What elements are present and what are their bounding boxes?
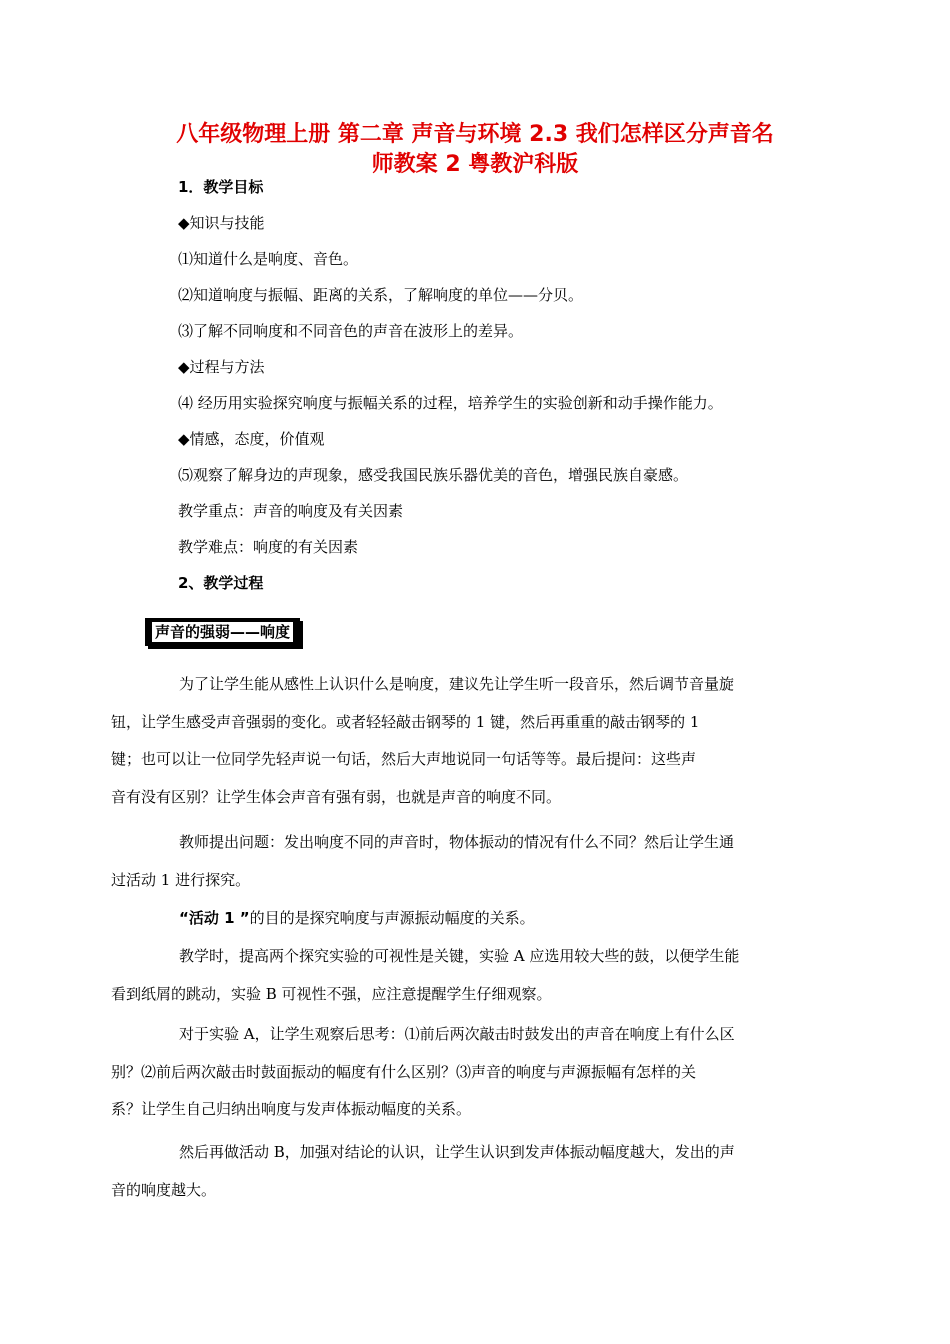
- paragraph-3-line: [145, 900, 806, 938]
- document-title-line-2: 师教案 2 粤教沪科版: [371, 152, 579, 177]
- paragraph-6-line: 音的响度越大。: [111, 1180, 217, 1199]
- paragraph-2-line: 过活动 1 进行探究。: [111, 870, 251, 889]
- paragraph-1-line: 键；也可以让一位同学先轻声说一句话，然后大声地说同一句话等等。最后提问：这些声: [111, 750, 697, 768]
- paragraph-5-line: 别？⑵前后两次敲击时鼓面振动的幅度有什么区别？⑶声音的响度与声源振幅有怎样的关: [111, 1062, 697, 1081]
- emotion-values-heading: ◆情感，态度，价值观: [178, 430, 325, 448]
- paragraph-1-line: 钮，让学生感受声音强弱的变化。或者轻轻敲击钢琴的 1 键，然后再重重的敲击钢琴的 1: [111, 712, 700, 731]
- objectives-heading: 1．教学目标: [178, 178, 264, 196]
- objective-item-1: ⑴知道什么是响度、音色。: [178, 250, 359, 268]
- paragraph-3: [145, 900, 806, 938]
- paragraph-1-line: 为了让学生能从感性上认识什么是响度，建议先让学生听一段音乐，然后调节音量旋: [179, 675, 735, 693]
- paragraph-5: [111, 1016, 806, 1129]
- paragraph-4-line: 教学时，提高两个探究实验的可视性是关键，实验 A 应选用较大些的鼓，以便学生能: [179, 947, 740, 965]
- paragraph-1: [111, 666, 806, 816]
- activity-1-label: “活动 1 ”: [179, 909, 250, 927]
- objective-item-4: ⑷ 经历用实验探究响度与振幅关系的过程，培养学生的实验创新和动手操作能力。: [178, 394, 723, 412]
- paragraph-2: [111, 824, 806, 899]
- teaching-difficult-point: 教学难点：响度的有关因素: [178, 538, 359, 556]
- paragraph-4-line: 看到纸屑的跳动，实验 B 可视性不强，应注意提醒学生仔细观察。: [111, 984, 552, 1003]
- paragraph-5-line: 系？让学生自己归纳出响度与发声体振动幅度的关系。: [111, 1100, 472, 1118]
- paragraph-6-line: 然后再做活动 B，加强对结论的认识，让学生认识到发声体振动幅度越大，发出的声: [179, 1143, 735, 1161]
- objective-item-3: ⑶了解不同响度和不同音色的声音在波形上的差异。: [178, 322, 524, 340]
- teaching-key-point: 教学重点：声音的响度及有关因素: [178, 502, 404, 520]
- objective-item-2: ⑵知道响度与振幅、距离的关系，了解响度的单位——分贝。: [178, 286, 584, 304]
- objective-item-5: ⑸观察了解身边的声现象，感受我国民族乐器优美的音色，增强民族自豪感。: [178, 466, 689, 484]
- paragraph-6: [111, 1134, 806, 1209]
- teaching-process-heading: 2、教学过程: [178, 574, 264, 592]
- knowledge-skills-heading: ◆知识与技能: [178, 214, 265, 232]
- process-method-heading: ◆过程与方法: [178, 358, 265, 376]
- paragraph-5-line: 对于实验 A，让学生观察后思考：⑴前后两次敲击时鼓发出的声音在响度上有什么区: [179, 1025, 735, 1043]
- section-label: 声音的强弱——响度: [151, 621, 294, 643]
- paragraph-1-line: 音有没有区别？让学生体会声音有强有弱，也就是声音的响度不同。: [111, 787, 562, 806]
- paragraph-2-line: 教师提出问题：发出响度不同的声音时，物体振动的情况有什么不同？然后让学生通: [179, 833, 735, 851]
- document-title-line-1: 八年级物理上册 第二章 声音与环境 2.3 我们怎样区分声音名: [176, 122, 774, 147]
- section-label-box: [145, 618, 300, 646]
- paragraph-4: [111, 938, 806, 1013]
- paragraph-3-text: 的目的是探究响度与声源振动幅度的关系。: [249, 909, 535, 927]
